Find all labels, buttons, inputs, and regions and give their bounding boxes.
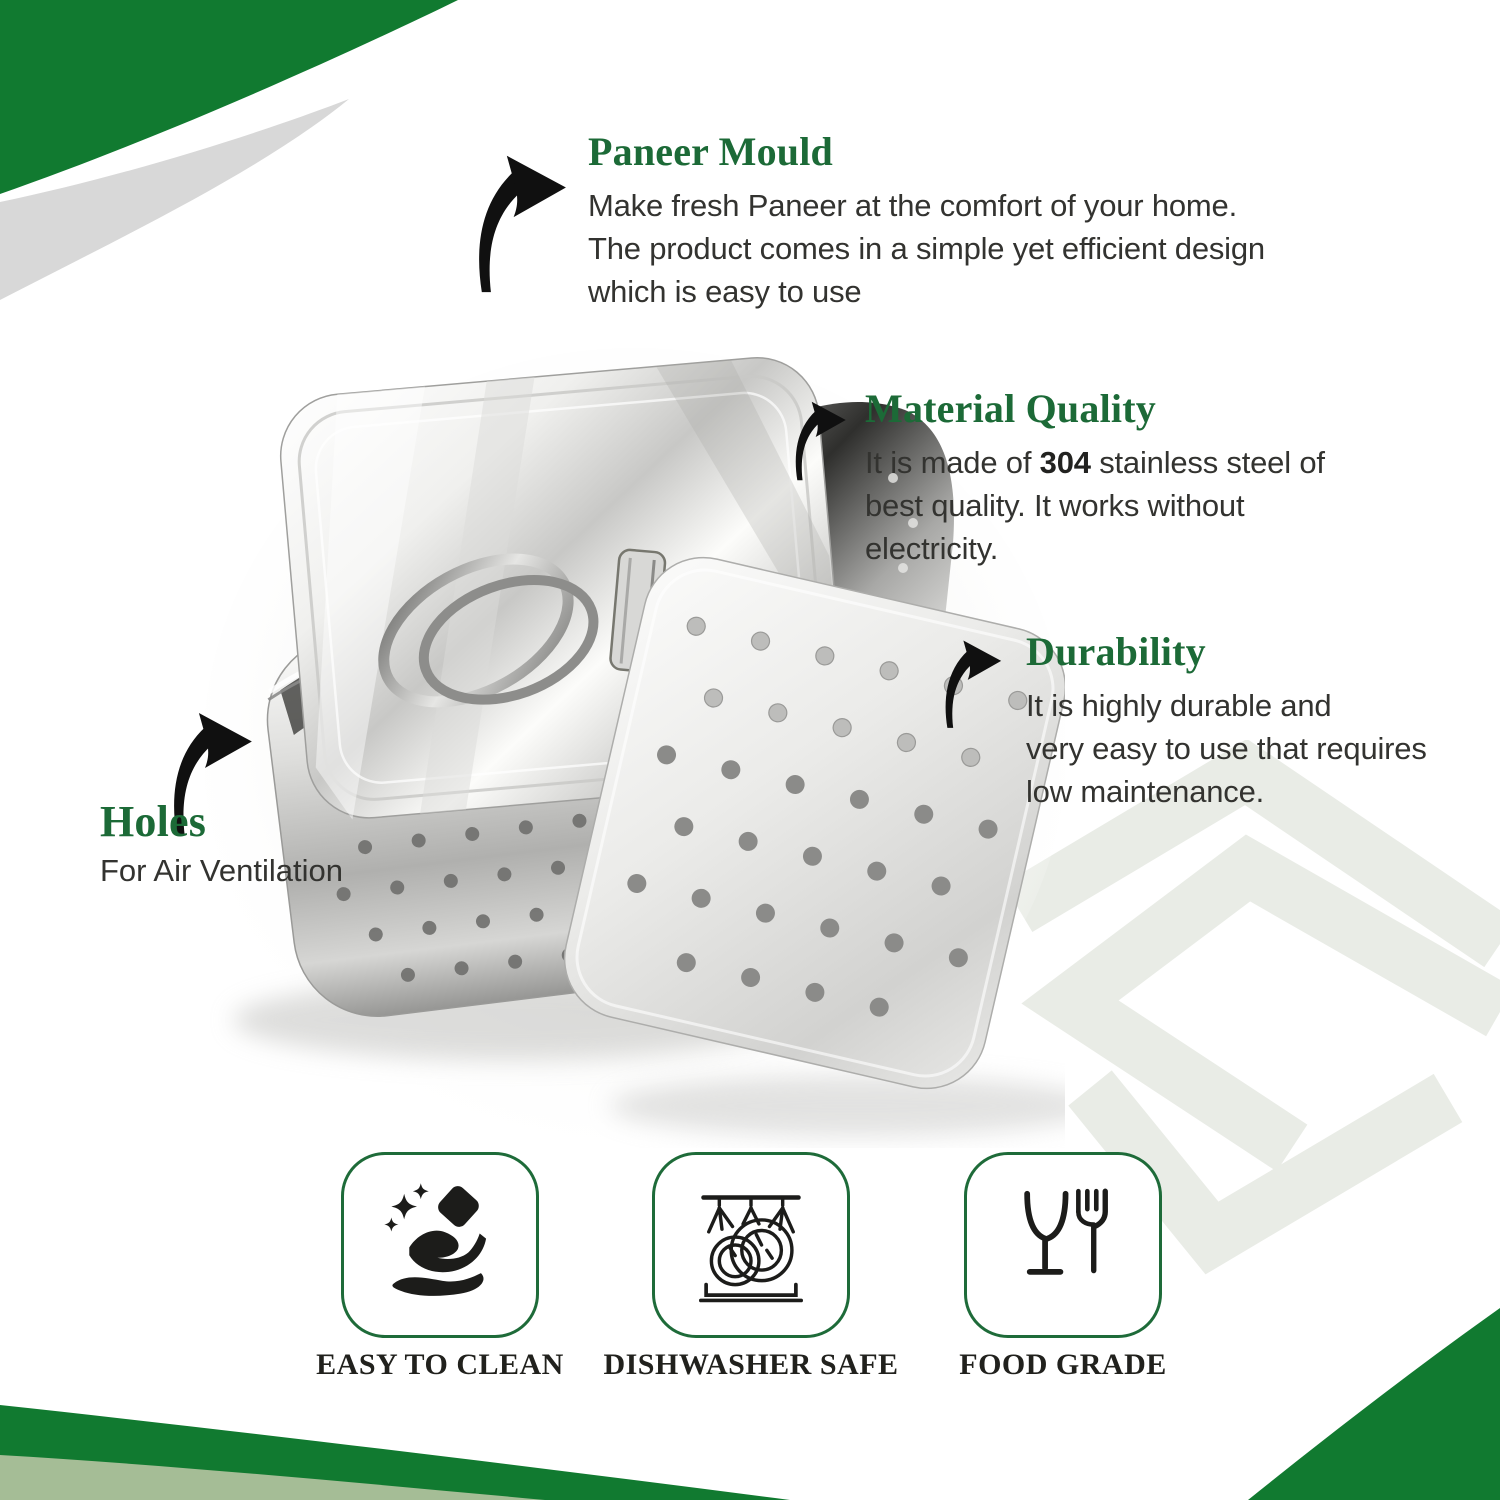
callout-subtitle: For Air Ventilation <box>100 853 343 888</box>
callout-material-quality <box>865 385 1325 570</box>
callout-body-line: electricity. <box>865 531 999 566</box>
easy-to-clean-icon <box>376 1181 504 1309</box>
badge-label: EASY TO CLEAN <box>316 1348 564 1381</box>
callout-body-line: low maintenance. <box>1026 774 1265 809</box>
callout-body-line: Make fresh Paneer at the comfort of your home. <box>588 188 1238 223</box>
callout-body-line: It is made of 304 stainless steel of <box>865 445 1325 480</box>
food-grade-icon <box>999 1181 1127 1309</box>
corner-decoration-top-left <box>0 0 520 340</box>
callout-title: Material Quality <box>865 386 1156 431</box>
curved-arrow-icon <box>927 632 1007 732</box>
callout-body-line: It is highly durable and <box>1026 688 1332 723</box>
callout-durability <box>1026 628 1427 813</box>
curved-arrow-icon <box>779 392 851 486</box>
badge-label: FOOD GRADE <box>959 1348 1167 1381</box>
callout-body-line: The product comes in a simple yet efficient design <box>588 231 1265 266</box>
curved-arrow-icon <box>450 138 575 303</box>
callout-holes <box>100 796 343 891</box>
callout-paneer-mould <box>588 128 1265 313</box>
callout-body-line: very easy to use that requires <box>1026 731 1427 766</box>
callout-body-line: which is easy to use <box>588 274 862 309</box>
badge-label: DISHWASHER SAFE <box>603 1348 899 1381</box>
callout-body-line: best quality. It works without <box>865 488 1245 523</box>
callout-title: Paneer Mould <box>588 129 833 174</box>
green-triangle <box>1248 1308 1500 1500</box>
badge-card <box>652 1152 850 1338</box>
material-grade-number: 304 <box>1039 445 1091 480</box>
callout-title: Holes <box>100 797 207 846</box>
badge-card <box>964 1152 1162 1338</box>
badge-card <box>341 1152 539 1338</box>
corner-decoration-bottom-left <box>0 1395 800 1500</box>
corner-decoration-bottom-right <box>1230 1300 1500 1500</box>
callout-title: Durability <box>1026 629 1206 674</box>
dishwasher-safe-icon <box>685 1179 817 1311</box>
